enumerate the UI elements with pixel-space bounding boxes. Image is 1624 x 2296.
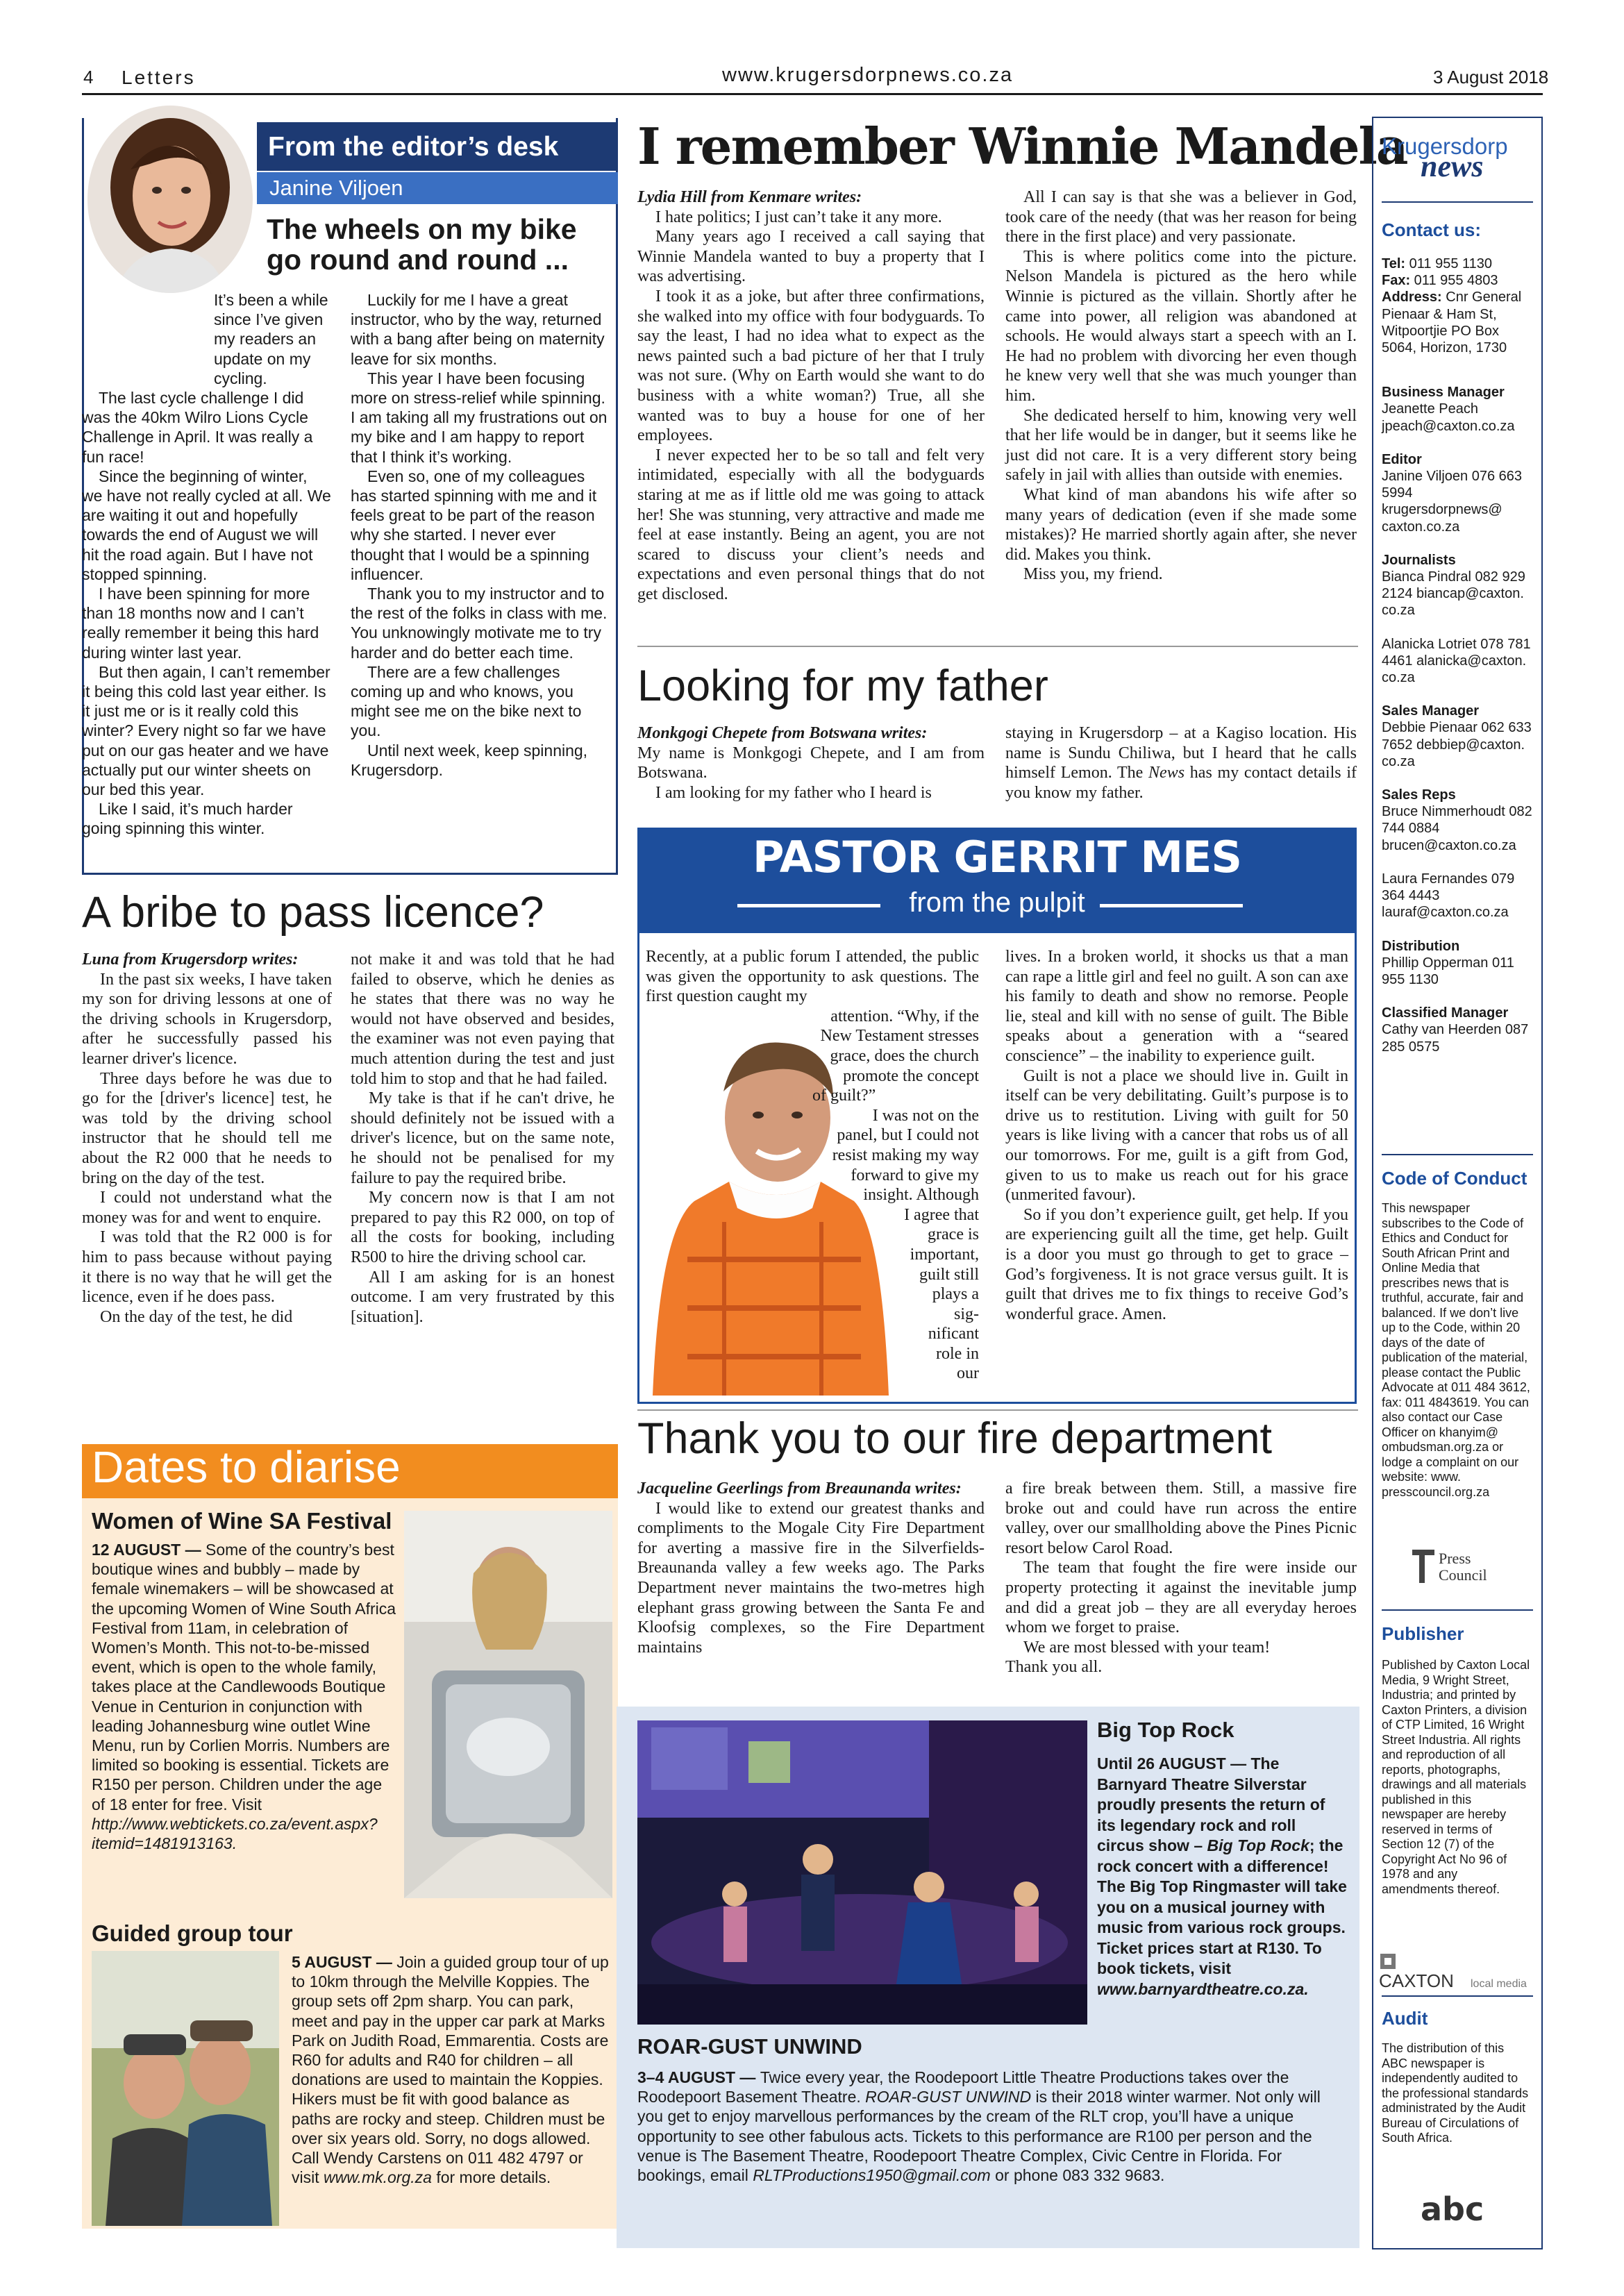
fire-byline: Jacqueline Geerlings from Breaunanda writes: [637,1480,962,1498]
masthead-logo-bottom: news [1421,149,1484,183]
tour-event-body: Join a guided group tour of up to 10km through the Melville Koppies. The group sets off 2pm sharp. You can park, meet and pay in the upper car park at Marks Park on Judith Road, Emmarentia. Costs are R60 for adults and R40 for children – all donations are used to maintain the Koppies. Hikers must be fit with good balance as paths are rocky and steep. Children must be over six years old. Sorry, no dogs allowed. Call Wendy Carstens on 011 482 4797 or visit [292,1953,609,2187]
editor-author: Janine Viljoen [257,172,618,204]
winnie-para: I never expected her to be so tall and felt very intimidated, especially with all the bodyguards staring at me as if little old me was going to attack her! She was stunning, very attractive and made me feel at ease instantly. Being an agent, you are not scared to discuss your client’s needs and expectations and even personal things that do not get disclosed. [637,446,985,603]
conduct-heading: Code of Conduct [1382,1168,1527,1189]
father-divider [637,646,1358,647]
father-para: I am looking for my father who I heard is [655,783,932,802]
caxton-logo [1379,1950,1539,1991]
fire-para: I would like to extend our greatest thanks and compliments to the Mogale City Fire Department for averting a massive fire in the Silverfields-Breaunanda valley a few weeks ago. The Parks Department never maintains the two-metres high elephant grass growing between the Santa Fe and Kloofsig complexes, so the Fire Department maintains [637,1499,985,1657]
fire-column-2 [1005,1479,1357,1677]
bribe-para: I could not understand what the money was for and went to enquire. [82,1189,332,1227]
tour-photo [92,1951,279,2226]
winnie-para: Many years ago I received a call saying that Winnie Mandela wanted to buy a property that I was advertising. [637,228,985,286]
staff-details: Phillip Opperman 011 955 1130 [1382,955,1514,987]
winnie-column-2 [1005,187,1357,585]
caxton-word: CAXTON [1379,1970,1454,1991]
pastor-wrap-line: nificant [928,1325,979,1343]
fire-para: a fire break between them. Still, a massive fire broke out and could have run across the entire valley, over our smallholding above the Pines Picnic resort below Carol Road. [1005,1480,1357,1557]
header-rule [82,93,1543,95]
fire-para: The team that fought the fire were inside our property protecting it against the inevitable jump and did a great job – they are all everyday heroes whom we forget to praise. [1005,1559,1357,1637]
father-para [1005,723,1357,803]
pastor-wrap-line: grace, does the church [830,1046,979,1065]
pastor-wrap-line: resist making my way [832,1146,979,1164]
roar-body: Twice every year, the Roodepoort Little Theatre Productions takes over the Roodepoort Basement Theatre. [637,2068,1289,2106]
bigtop-body: Until 26 AUGUST — The Barnyard Theatre Silverstar proudly presents the return of its legendary rock and roll circus show – [1097,1754,1325,1854]
winnie-para: All I can say is that she was a believer in God, took care of the needy (that was her reason for being there in the first place) and very passionate. [1005,188,1357,246]
staff-role: Classified Manager [1382,1005,1509,1021]
winnie-para: She dedicated herself to him, knowing very well that her life would be in danger, but it seems like he just did not care. It is a very different story being safely in jail with allies than outside with enemies. [1005,406,1357,485]
winnie-headline: I remember Winnie Mandela [637,117,1407,176]
father-byline: Monkgogi Chepete from Botswana writes: [637,724,928,742]
father-text-news: News [1148,764,1185,782]
sidebar-rule [1382,1995,1533,1997]
pastor-wrap-line: insight. Although [863,1186,979,1205]
sidebar-rule [1382,1154,1533,1155]
roar-title: ROAR-GUST UNWIND [637,2034,862,2059]
tour-event-end: for more details. [431,2168,551,2187]
tel-label: Tel: [1382,256,1406,271]
dates-title: Dates to diarise [92,1442,401,1492]
press-council-word-2: Council [1439,1566,1487,1584]
pastor-wrap-line: I agree that [904,1205,979,1224]
wine-event-date: 12 AUGUST — [92,1541,206,1559]
editor-headline: The wheels on my bike go round and round ... [267,213,577,276]
roar-show: ROAR-GUST UNWIND [865,2088,1032,2106]
sidebar-rule [1382,201,1533,203]
winnie-para: What kind of man abandons his wife after so many years of dedication (even if she made some mistakes)? He married shortly again after, she never did. Makes you think. [1005,485,1357,564]
bribe-byline: Luna from Krugersdorp writes: [82,950,299,969]
fire-para: Thank you all. [1005,1658,1103,1677]
pastor-wrap-line: grace is [928,1225,979,1244]
pastor-wrap-line: plays a [932,1285,979,1304]
winnie-para: Miss you, my friend. [1023,565,1163,584]
staff-role: Distribution [1382,938,1460,954]
wine-event-text [92,1540,397,1853]
wine-photo [404,1511,612,1898]
address-value: Cnr General Pienaar & Ham St, Witpoortjie PO Box 5064, Horizon, 1730 [1382,290,1522,356]
father-headline: Looking for my father [637,662,1048,710]
tour-event-date: 5 AUGUST — [292,1953,397,1971]
father-text: has my contact details if you know my father. [1005,764,1357,802]
bribe-para: My concern now is that I am not prepared to pay this R2 000, on top of all the costs for booking, including R500 to hire the driving school car. [351,1189,614,1266]
winnie-column-1 [637,187,985,604]
pastor-para: So if you don’t experience guilt, get help. If you are experiencing guilt all the time, get help. Guilt is a door you must go through to get to grace – God’s forgiveness. It is not grace versus guilt. It is guilt that drives me to fix things to receive God’s wonderful grace. Amen. [1005,1205,1348,1323]
pastor-wrap-line: role in [936,1344,979,1363]
bigtop-photo [637,1720,1087,2025]
staff-details: Jeanette Peach jpeach@caxton.co.za [1382,401,1515,434]
staff-details: Bianca Pindral 082 929 2124 biancap@caxton. co.za [1382,569,1525,619]
bribe-column-1 [82,950,332,1327]
staff-details: Debbie Pienaar 062 633 7652 debbiep@caxton. co.za [1382,720,1532,769]
pastor-wrap-line: panel, but I could not [837,1126,979,1145]
wine-event-link[interactable]: http://www.webtickets.co.za/event.aspx?itemid=1481913163. [92,1814,378,1853]
staff-details: Laura Fernandes 079 364 4443 lauraf@caxton.co.za [1382,871,1515,921]
pastor-wrap-line: sig- [954,1305,979,1323]
editor-para: But then again, I can’t remember it being this cold last year either. Is it just me or is it really cold this winter? Every night so far we have put on our gas heater and we have actually put our winter sheets on our bed this year. [82,662,330,799]
staff-role: Journalists [1382,552,1456,568]
father-text: staying in Krugersdorp – at a Kagiso location. His name is Sundu Chiliwa, but I heard that he calls himself Lemon. The [1005,724,1357,782]
bribe-headline: A bribe to pass licence? [82,888,544,937]
bribe-para: My take is that if he can't drive, he should definitely not be issued with a driver's licence, but on the same note, he should not be penalised for my failure to pay the required bribe. [351,1089,614,1187]
bribe-para: All I am asking for is an honest outcome. I am very frustrated by this [situation]. [351,1268,614,1326]
section-name: Letters [122,67,196,88]
staff-role: Sales Manager [1382,703,1480,719]
editor-para: This year I have been focusing more on stress-relief while spinning. I am taking all my frustrations out on my bike and I am happy to report that I think it’s working. [351,369,608,466]
bribe-para: I was told that the R2 000 is for him to pass because without paying it there is no way that he will get the licence, even if he does pass. [82,1228,332,1307]
roar-body: is their 2018 winter warmer. Not only will you get to enjoy marvellous performances by the cream of the RLT crop, you’ll have a unique opportunity to see other fabulous acts. Tickets to this performance are R100 per person and the venue is The Basement Theatre, Roodepoort Theatre Complex, Civic Centre in Florida. For bookings, email [637,2088,1321,2185]
fire-headline: Thank you to our fire department [637,1414,1272,1463]
press-council-logo [1409,1545,1507,1587]
contact-heading: Contact us: [1382,219,1481,240]
conduct-text: This newspaper subscribes to the Code of Ethics and Conduct for South African Print and Online Media that prescribes news that is truthful, accurate, fair and balanced. If we don’t live up to the Code, within 20 days of the date of publication of the material, please contact the Public Advocate at 011 484 3612, fax: 011 4843619. You can also contact our Case Officer on khanyim@ ombudsman.org.za or lodge a complaint on our website: www. presscouncil.org.za [1382,1201,1530,1499]
tour-event-link[interactable]: www.mk.org.za [324,2168,432,2187]
editor-column-1 [82,290,332,839]
fire-divider [637,1409,1358,1411]
pastor-para: lives. In a broken world, it shocks us that a man can rape a little girl and feel no guilt. A son can axe his family to death and show no remorse. People lie, steal and kill with no sense of guilt. The Bible speaks about a generation with a “seared conscience” – the inability to experience guilt. [1005,948,1348,1065]
editor-column-2 [351,290,608,780]
fax-label: Fax: [1382,273,1411,289]
roar-email[interactable]: RLTProductions1950@gmail.com [753,2166,991,2185]
abc-logo [1416,2188,1500,2229]
editor-para: The last cycle challenge I did was the 40km Wilro Lions Cycle Challenge in April. It was really a fun race! [82,389,313,466]
staff-role: Sales Reps [1382,787,1456,803]
pastor-wrap-line: our [957,1364,979,1383]
wine-event-body: Some of the country’s best boutique wines and bubbly – made by female winemakers – will be showcased at the upcoming Women of Wine South Africa Festival from 11am, in celebration of Women’s Month. This not-to-be-missed event, which is open to the whole family, takes place at the Candlewoods Boutique Venue in Centurion in conjunction with leading Johannesburg wine outlet Wine Menu, run by Corlien Morris. Numbers are limited so booking is essential. Tickets are R150 per person. Children under the age of 18 enter for free. Visit [92,1541,396,1813]
staff-details: Cathy van Heerden 087 285 0575 [1382,1022,1529,1055]
editor-para: Like I said, it’s much harder going spinning this winter. [82,800,293,838]
editor-photo [87,106,253,293]
roar-date: 3–4 AUGUST — [637,2068,760,2086]
winnie-para: I took it as a joke, but after three confirmations, she walked into my office with four bodyguards. To say the least, I had no idea what to expect as the news painted such a bad picture of her that I truly was not sure. (Why on Earth would she want to do business with a white woman?) True, all she wanted was to buy a house for one of her employees. [637,287,985,445]
sidebar-rule [1382,1609,1533,1611]
editor-para: Even so, one of my colleagues has started spinning with me and it feels great to be part of the reason why she started. I never ever thought that I would be a spinning influencer. [351,467,597,583]
pastor-wrap-line: important, [910,1245,979,1264]
tour-event-text [292,1952,611,2187]
bribe-para: not make it and was told that he had failed to observe, which he denies as he states that there was no way he would not have observed and besides, the examiner was not even paying that much attention during the test and just told him to stop and that he had failed. [351,950,614,1088]
press-council-word-1: Press [1439,1550,1471,1567]
fire-para: We are most blessed with your team! [1023,1638,1271,1657]
fire-column-1 [637,1479,985,1657]
father-para: My name is Monkgogi Chepete, and I am from Botswana. [637,744,985,782]
audit-heading: Audit [1382,2008,1428,2029]
pastor-wrap-line: promote the concept [843,1066,979,1085]
publisher-text: Published by Caxton Local Media, 9 Wright Street, Industria; and printed by Caxton Printers, a division of CTP Limited, 16 Wright Street Industria. All rights and reproduction of all reports, photographs, drawings and all materials published in this newspaper are hereby reserved in terms of Section 12 (7) of the Copyright Act No 96 of 1978 and any amendments thereof. [1382,1658,1530,1896]
roar-text [637,2068,1348,2185]
staff-details: Alanicka Lotriet 078 781 4461 alanicka@caxton. co.za [1382,636,1531,686]
audit-text: The distribution of this ABC newspaper is independently audited to the professional standards administrated by the Audit Bureau of Circulations of South Africa. [1382,2041,1529,2145]
pastor-wrap-line: I was not on the [872,1106,979,1125]
caxton-sub: local media [1471,1978,1527,1990]
publisher-heading: Publisher [1382,1623,1464,1644]
pastor-name: PASTOR GERRIT MES [752,832,1242,882]
page-number: 4 [83,67,94,87]
winnie-para: I hate politics; I just can’t take it any more. [655,208,942,226]
bigtop-show: Big Top Rock [1207,1836,1309,1854]
staff-role: Business Manager [1382,385,1505,401]
bribe-column-2 [351,950,614,1327]
pastor-subtitle: from the pulpit [909,887,1085,918]
pastor-wrap-line: New Testament stresses [820,1027,979,1046]
editor-para: Luckily for me I have a great instructor, who by the way, returned with a bang after being on maternity leave for six months. [351,291,605,368]
tel-value: 011 955 1130 [1405,256,1493,271]
editor-para: I have been spinning for more than 18 months now and I can’t really remember it being this hard during winter last year. [82,585,319,662]
pastor-column-2 [1005,947,1348,1324]
father-column-1 [637,723,985,803]
pastor-para: Guilt is not a place we should live in. Guilt in itself can be very debilitating. Guilt’s purpose is to drive us to restitution. Living with guilt for 50 years is like living with a cancer that robs us of all our tomorrows. For me, guilt is a gift from God, given to us to make us reach out for his grace (unmerited favour). [1005,1066,1348,1205]
pastor-column-1 [646,947,979,1384]
staff-details: Janine Viljoen 076 663 5994 krugersdorpnews@ caxton.co.za [1382,469,1523,535]
editor-para: Since the beginning of winter, we have not really cycled at all. We are waiting it out and hopefully towards the end of August we will hit the road again. But I have not stopped spinning. [82,467,331,583]
bribe-para: In the past six weeks, I have taken my son for driving lessons at one of the driving schools in Krugersdorp, after he successfully passed his learner driver's licence. [82,970,332,1068]
bigtop-link[interactable]: www.barnyardtheatre.co.za. [1097,1979,1309,1998]
father-column-2 [1005,723,1357,803]
masthead-logo-top: Krugersdorp [1382,133,1508,159]
header-url[interactable]: www.krugersdorpnews.co.za [722,64,1014,86]
staff-role: Editor [1382,451,1422,467]
bribe-para: Three days before he was due to go for the [driver's licence] test, he was told by the driving school instructor that he should tell me about the R2 000 that he needs to bring on the day of the test. [82,1069,332,1187]
editor-para: Thank you to my instructor and to the rest of the folks in class with me. You unknowingly motivate me to try harder and do better each time. [351,585,608,662]
bigtop-title: Big Top Rock [1097,1718,1234,1742]
pastor-wrap-line: of guilt?” [812,1087,876,1105]
tour-event-title: Guided group tour [92,1920,293,1946]
editor-para: It’s been a while since I’ve given my readers an update on my cycling. [214,291,328,387]
issue-date: 3 August 2018 [1433,67,1549,87]
pastor-wrap-line: guilt still [919,1265,979,1284]
editor-band: From the editor’s desk [257,122,618,171]
winnie-para: This is where politics come into the picture. Nelson Mandela is pictured as the hero while Winnie is pictured as the villain. Shortly after he came into power, all religion was abandoned at schools. He would always start a speech with an I. He had no problem with divorcing her even though he knew very well that she was much younger than him. [1005,247,1357,405]
roar-body: or phone 083 332 9683. [990,2166,1165,2185]
pastor-para: Recently, at a public forum I attended, the public was given the opportunity to ask questions. The first question caught my [646,948,979,1006]
bigtop-body: ; the rock concert with a difference! The Big Top Ringmaster will take you on a musical journey with music from various rock groups. Ticket prices start at R130. To book tickets, visit [1097,1836,1347,1977]
abc-word: abc [1421,2190,1484,2228]
winnie-byline: Lydia Hill from Kenmare writes: [637,188,862,206]
fax-value: 011 955 4803 [1410,273,1498,289]
bribe-para: On the day of the test, he did [100,1307,293,1326]
editor-para: There are a few challenges coming up and who knows, you might see me on the bike next to you. [351,662,582,740]
address-label: Address: [1382,290,1442,305]
editor-para: Until next week, keep spinning, Krugersdorp. [351,741,588,779]
contact-details [1382,255,1534,1072]
wine-event-title: Women of Wine SA Festival [92,1508,392,1534]
pastor-wrap-line: forward to give my [851,1166,979,1184]
bigtop-text [1097,1754,1347,2000]
staff-details: Bruce Nimmerhoudt 082 744 0884 brucen@caxton.co.za [1382,804,1532,853]
pastor-wrap-line: attention. “Why, if the [830,1007,979,1025]
